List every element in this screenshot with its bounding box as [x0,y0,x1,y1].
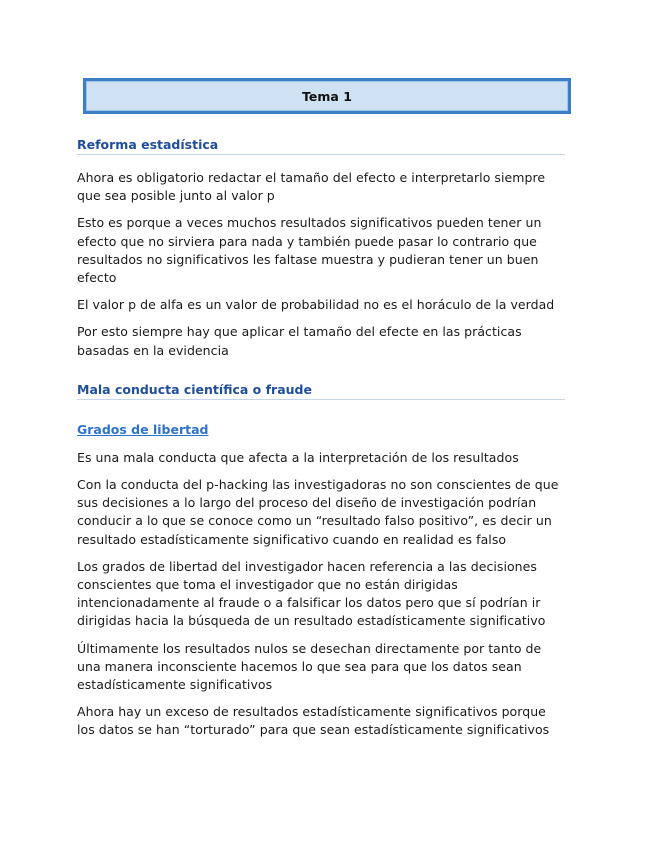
paragraph: Los grados de libertad del investigador hacen referencia a las decisiones conscientes que toma el investigador que no están dirigidas intencionadamente al fraude o a falsificar los datos pero que sí podrían ir dirigidas hacia la búsqueda de un resultado estadísticamente significativo [77,558,546,629]
document-title: Tema 1 [302,88,352,104]
paragraph: Por esto siempre hay que aplicar el tamaño del efecte en las prácticas basadas en la evidencia [77,324,522,358]
paragraph: Últimamente los resultados nulos se desechan directamente por tanto de una manera inconsciente hacemos lo que sea para que los datos sean estadísticamente significativos [77,640,542,693]
title-box [83,78,571,114]
paragraph: Con la conducta del p-hacking las investigadoras no son conscientes de que sus decisiones a lo largo del proceso del diseño de investigación podrían conducir a lo que se conoce como un “resultado falso positivo”, es decir un resultado estadísticamente significativo cuando en realidad es falso [77,477,559,547]
paragraph: Ahora es obligatorio redactar el tamaño del efecto e interpretarlo siempre que sea posible junto al valor p [77,170,546,204]
paragraph: Es una mala conducta que afecta a la interpretación de los resultados [77,449,519,465]
heading-grados-de-libertad: Grados de libertad [77,421,209,437]
paragraph: El valor p de alfa es un valor de probabilidad no es el horáculo de la verdad [77,297,555,313]
paragraph: Esto es porque a veces muchos resultados significativos pueden tener un efecto que no sirviera para nada y también puede pasar lo contrario que resultados no significativos les faltase muestra y pudieran tener un buen efecto [77,215,542,286]
paragraph: Ahora hay un exceso de resultados estadísticamente significativos porque los datos se han “torturado” para que sean estadísticamente significativos [77,704,550,738]
heading-mala-conducta: Mala conducta científica o fraude [77,382,565,400]
heading-reforma-estadistica: Reforma estadística [77,137,565,155]
document-body [77,137,565,749]
